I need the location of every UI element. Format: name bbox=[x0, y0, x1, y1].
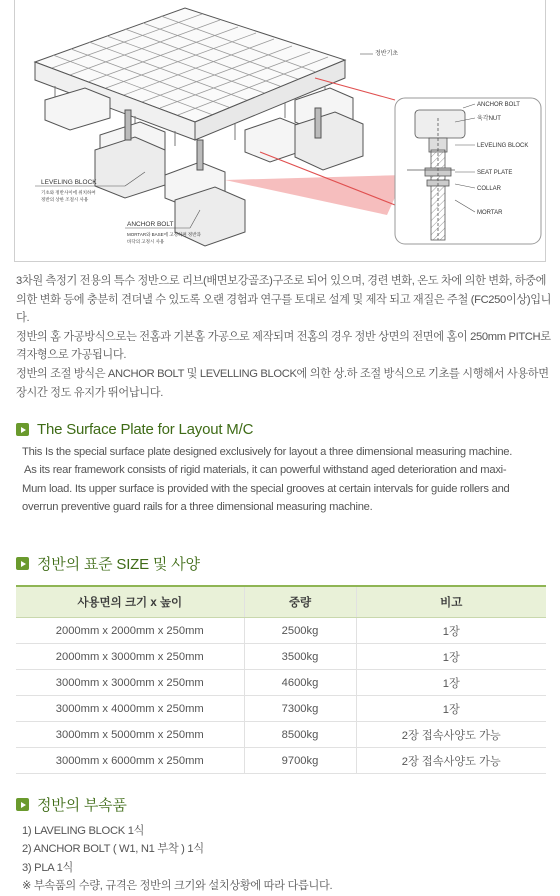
table-header-row bbox=[16, 586, 546, 618]
cell-size: 3000mm x 6000mm x 250mm bbox=[16, 748, 244, 774]
cell-note: 2장 접속사양도 가능 bbox=[356, 722, 546, 748]
table-row bbox=[16, 618, 546, 644]
cell-size: 2000mm x 3000mm x 250mm bbox=[16, 644, 244, 670]
intro-line: 장시간 정도 유지가 뛰어납니다. bbox=[16, 386, 163, 399]
cell-note: 1장 bbox=[356, 618, 546, 644]
table-row bbox=[16, 644, 546, 670]
list-item: 1) LAVELING BLOCK 1식 bbox=[22, 825, 145, 837]
label-leveling-block: LEVELING BLOCK bbox=[41, 179, 97, 186]
label-anchor-bolt-note1: MORTAR와 BASE에 고정하며 정반과 bbox=[127, 232, 201, 237]
list-item: 2) ANCHOR BOLT ( W1, N1 부착 ) 1식 bbox=[22, 843, 204, 856]
section-english-heading bbox=[16, 421, 253, 438]
section-accessories-title: 정반의 부속품 bbox=[37, 797, 127, 814]
label-anchor-bolt-detail: ANCHOR BOLT bbox=[477, 102, 520, 108]
col-header-weight: 중량 bbox=[244, 586, 356, 618]
label-seat-plate: SEAT PLATE bbox=[477, 170, 513, 176]
intro-line: 격자형으로 가공됩니다. bbox=[16, 349, 127, 362]
label-anchor-bolt-note2: 바닥의 고정시 사용 bbox=[127, 239, 165, 244]
label-collar: COLLAR bbox=[477, 186, 502, 192]
label-plate: 정반기초 bbox=[375, 51, 399, 57]
english-line: This Is the special surface plate designed exclusively for layout a three dimensional measuring machine. bbox=[22, 446, 513, 458]
label-leveling-block-detail: LEVELING BLOCK bbox=[477, 143, 529, 149]
section-accessories-heading bbox=[16, 794, 127, 815]
plate-illustration bbox=[35, 8, 363, 246]
label-anchor-bolt: ANCHOR BOLT bbox=[127, 221, 174, 228]
detail-leader bbox=[225, 175, 405, 215]
table-row bbox=[16, 748, 546, 774]
label-mortar: MORTAR bbox=[477, 210, 503, 216]
spec-table bbox=[16, 585, 546, 774]
english-line: As its rear framework consists of rigid materials, it can powerful withstand aged deterioration and maxi- bbox=[24, 464, 507, 477]
cell-note: 1장 bbox=[356, 644, 546, 670]
cell-weight: 7300kg bbox=[244, 696, 356, 722]
surface-plate-diagram bbox=[14, 0, 546, 262]
english-line: overrun preventive guard rails for a three dimensional measuring machine. bbox=[22, 501, 373, 514]
english-line: Mum load. Its upper surface is provided with the special grooves at certain intervals for guide rollers and bbox=[22, 482, 510, 495]
cell-size: 3000mm x 4000mm x 250mm bbox=[16, 696, 244, 722]
section-spec-title: 정반의 표준 SIZE 및 사양 bbox=[37, 556, 200, 573]
table-row bbox=[16, 696, 546, 722]
intro-line: 정반의 홈 가공방식으로는 전홈과 기본홈 가공으로 제작되며 전홈의 경우 정반 상면의 전면에 홈이 250mm PITCH로 bbox=[16, 330, 551, 343]
table-row bbox=[16, 670, 546, 696]
cell-weight: 2500kg bbox=[244, 618, 356, 644]
intro-line: 의한 변화 등에 충분히 견뎌낼 수 있도록 오랜 경험과 연구를 토대로 설계 및 제작 되고 재질은 주철 (FC250이상)입니다. bbox=[16, 293, 552, 325]
col-header-size: 사용면의 크기 x 높이 bbox=[16, 586, 244, 618]
cell-weight: 9700kg bbox=[244, 748, 356, 774]
intro-line: 3차원 측정기 전용의 특수 정반으로 리브(배면보강골조)구조로 되어 있으며, 경련 변화, 온도 차에 의한 변화, 하중에 bbox=[16, 275, 547, 287]
table-row bbox=[16, 722, 546, 748]
english-description bbox=[22, 443, 552, 517]
intro-line: 정반의 조절 방식은 ANCHOR BOLT 및 LEVELLING BLOCK에 의한 상.하 조절 방식으로 기초를 시행해서 사용하면 bbox=[16, 367, 549, 380]
list-item: 3) PLA 1식 bbox=[22, 861, 74, 874]
accessories-list bbox=[22, 822, 332, 895]
section-english-title: The Surface Plate for Layout M/C bbox=[37, 421, 254, 438]
cell-note: 1장 bbox=[356, 696, 546, 722]
cell-weight: 4600kg bbox=[244, 670, 356, 696]
cell-note: 1장 bbox=[356, 670, 546, 696]
label-nut: 육각NUT bbox=[477, 116, 501, 122]
play-icon bbox=[16, 423, 29, 436]
section-spec-heading bbox=[16, 553, 200, 574]
play-icon bbox=[16, 557, 29, 570]
col-header-note: 비고 bbox=[356, 586, 546, 618]
intro-paragraph bbox=[16, 272, 556, 402]
cell-size: 2000mm x 2000mm x 250mm bbox=[16, 618, 244, 644]
label-leveling-block-note1: 기초와 정반사이에 위치하여 bbox=[41, 190, 96, 195]
cell-note: 2장 접속사양도 가능 bbox=[356, 748, 546, 774]
label-leveling-block-note2: 정반의 상한 조절시 사용 bbox=[41, 197, 89, 202]
cell-size: 3000mm x 3000mm x 250mm bbox=[16, 670, 244, 696]
cell-size: 3000mm x 5000mm x 250mm bbox=[16, 722, 244, 748]
footnote: ※ 부속품의 수량, 규격은 정반의 크기와 설치상황에 따라 다릅니다. bbox=[22, 879, 333, 892]
cell-weight: 8500kg bbox=[244, 722, 356, 748]
diagram-drawing bbox=[15, 0, 547, 262]
play-icon bbox=[16, 798, 29, 811]
cell-weight: 3500kg bbox=[244, 644, 356, 670]
